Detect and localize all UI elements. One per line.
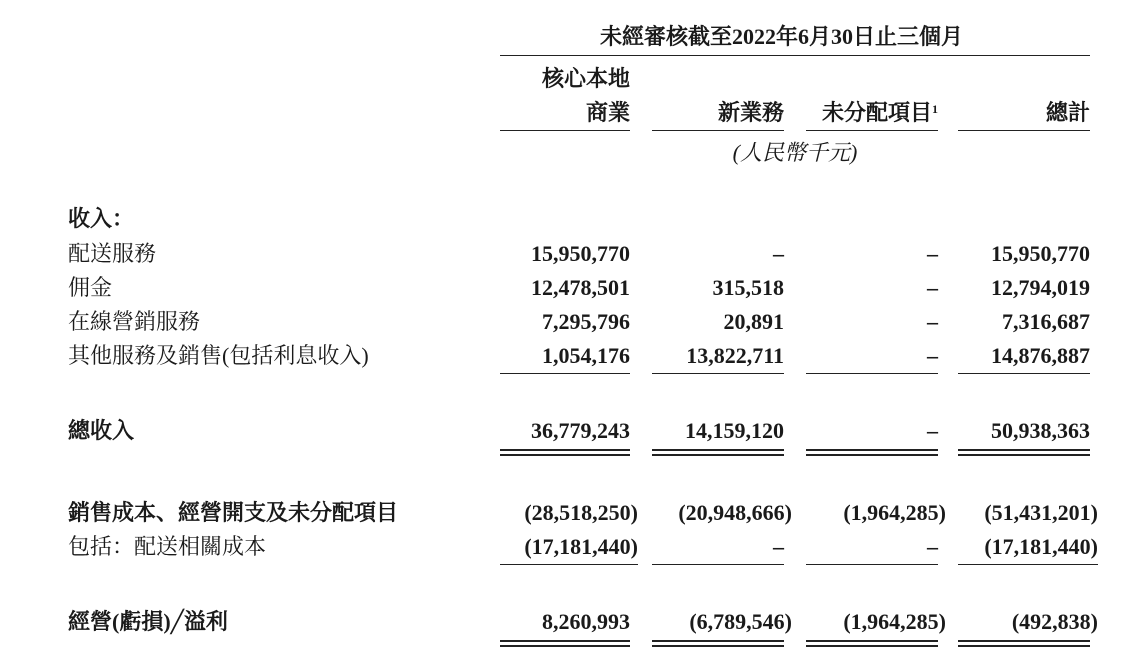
period-title: 未經審核截至2022年6月30日止三個月 [600, 24, 964, 49]
header-underline-col3 [806, 130, 938, 131]
cell-costs-new: (20,948,666) [678, 500, 792, 525]
subtotal2-line-col2 [652, 564, 784, 565]
cell-marketing-total: 7,316,687 [1002, 309, 1090, 334]
cell-total-revenue-unallocated: – [927, 418, 938, 443]
column-header-total: 總計 [1045, 100, 1090, 125]
cell-other-core: 1,054,176 [542, 343, 630, 368]
final-double-rule-col1 [500, 640, 630, 647]
column-header-core-local-line1: 核心本地 [541, 66, 630, 91]
row-label-revenue-heading: 收入： [68, 206, 135, 231]
footnote-marker: 1 [932, 102, 938, 116]
header-underline-col1 [500, 130, 630, 131]
unit-label: (人民幣千元) [732, 140, 858, 165]
cell-costs-core: (28,518,250) [524, 500, 638, 525]
final-double-rule-col3 [806, 640, 938, 647]
cell-marketing-core: 7,295,796 [542, 309, 630, 334]
cell-costs-unallocated: (1,964,285) [843, 500, 946, 525]
cell-other-unallocated: – [927, 343, 938, 368]
subtotal-line-col1 [500, 373, 630, 374]
cell-commission-core: 12,478,501 [531, 275, 630, 300]
cell-operating-unallocated: (1,964,285) [843, 609, 946, 634]
subtotal-line-col3 [806, 373, 938, 374]
cell-delivery-total: 15,950,770 [991, 241, 1090, 266]
cell-delivery-costs-unallocated: – [927, 534, 938, 559]
column-header-new-initiatives: 新業務 [717, 100, 784, 125]
row-label-operating-result: 經營(虧損)╱溢利 [68, 609, 228, 634]
cell-total-revenue-total: 50,938,363 [991, 418, 1090, 443]
column-header-unallocated [800, 100, 938, 126]
subtotal2-line-col3 [806, 564, 938, 565]
cell-operating-total: (492,838) [1011, 609, 1098, 634]
cell-marketing-new: 20,891 [723, 309, 784, 334]
cell-delivery-costs-core: (17,181,440) [524, 534, 638, 559]
cell-marketing-unallocated: – [927, 309, 938, 334]
double-rule-col3 [806, 449, 938, 456]
cell-commission-total: 12,794,019 [991, 275, 1090, 300]
double-rule-col2 [652, 449, 784, 456]
final-double-rule-col4 [958, 640, 1090, 647]
column-header-core-local-line2: 商業 [585, 100, 630, 125]
row-label-delivery: 配送服務 [68, 241, 157, 266]
cell-operating-core: 8,260,993 [542, 609, 630, 634]
header-underline-col2 [652, 130, 784, 131]
cell-delivery-unallocated: – [927, 241, 938, 266]
cell-other-new: 13,822,711 [686, 343, 784, 368]
subtotal-line-col4 [958, 373, 1090, 374]
final-double-rule-col2 [652, 640, 784, 647]
period-title-underline [500, 55, 1090, 56]
cell-delivery-costs-new: – [773, 534, 784, 559]
cell-commission-unallocated: – [927, 275, 938, 300]
row-label-commission: 佣金 [68, 275, 113, 300]
cell-delivery-new: – [773, 241, 784, 266]
cell-other-total: 14,876,887 [991, 343, 1090, 368]
subtotal-line-col2 [652, 373, 784, 374]
row-label-costs-expenses: 銷售成本、經營開支及未分配項目 [68, 500, 399, 525]
double-rule-col4 [958, 449, 1090, 456]
subtotal2-line-col1 [500, 564, 638, 565]
cell-delivery-costs-total: (17,181,440) [984, 534, 1098, 559]
row-label-delivery-costs: 包括：配送相關成本 [68, 534, 267, 559]
cell-total-revenue-new: 14,159,120 [685, 418, 784, 443]
cell-costs-total: (51,431,201) [984, 500, 1098, 525]
header-underline-col4 [958, 130, 1090, 131]
cell-total-revenue-core: 36,779,243 [531, 418, 630, 443]
cell-operating-new: (6,789,546) [689, 609, 792, 634]
row-label-total-revenue: 總收入 [68, 418, 135, 443]
row-label-other-services: 其他服務及銷售(包括利息收入) [68, 343, 369, 368]
cell-commission-new: 315,518 [712, 275, 784, 300]
double-rule-col1 [500, 449, 630, 456]
unallocated-label: 未分配項目 [821, 100, 932, 125]
subtotal2-line-col4 [958, 564, 1098, 565]
cell-delivery-core: 15,950,770 [531, 241, 630, 266]
row-label-online-marketing: 在線營銷服務 [68, 309, 201, 334]
